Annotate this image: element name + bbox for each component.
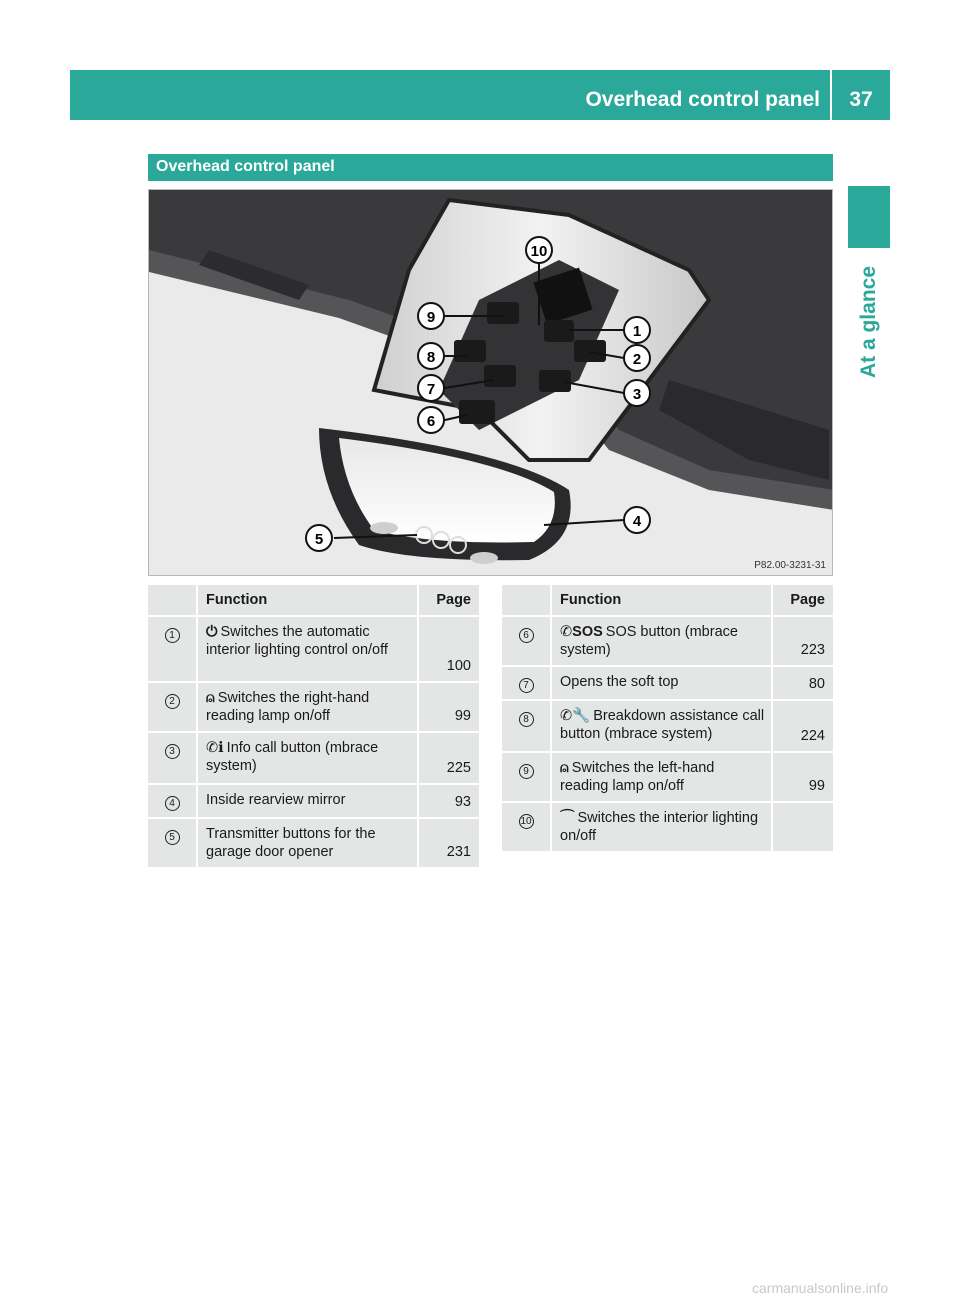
row-page <box>773 803 833 853</box>
svg-text:9: 9 <box>426 309 436 326</box>
section-title: Overhead control panel <box>156 158 335 175</box>
callout-1 <box>624 317 650 343</box>
chapter-tab-label: At a glance <box>857 265 880 379</box>
table-row <box>148 819 479 869</box>
table-row <box>148 617 479 683</box>
callout-7 <box>418 375 444 401</box>
row-function: ⍝ Switches the right-hand reading lamp on/off <box>198 683 419 733</box>
overhead-panel-illustration <box>148 189 833 576</box>
function-table-left <box>148 585 479 869</box>
callout-10 <box>526 237 552 263</box>
row-page: 100 <box>419 617 479 683</box>
svg-text:10: 10 <box>530 243 548 260</box>
row-number: 6 <box>502 617 552 667</box>
reading-lamp-icon: ⍝ <box>560 760 569 776</box>
row-number: 2 <box>148 683 198 733</box>
section-heading <box>148 154 833 181</box>
row-function: Opens the soft top <box>552 667 773 701</box>
row-function: Inside rearview mirror <box>198 785 419 819</box>
callout-5 <box>306 525 332 551</box>
interior-light-auto-off-icon: ⏻ <box>206 624 218 640</box>
header-title: Overhead control panel <box>585 88 820 111</box>
row-page: 80 <box>773 667 833 701</box>
row-function: Transmitter buttons for the garage door opener <box>198 819 419 869</box>
illustration-svg <box>149 190 833 576</box>
row-function: ✆SOS SOS button (mbrace system) <box>552 617 773 667</box>
row-page: 231 <box>419 819 479 869</box>
row-number: 10 <box>502 803 552 853</box>
col-page-header: Page <box>419 585 479 617</box>
breakdown-call-icon: ✆🔧 <box>560 708 591 724</box>
watermark: carmanualsonline.info <box>752 1280 889 1296</box>
col-num-header <box>502 585 552 617</box>
sos-call-icon: ✆SOS <box>560 624 603 640</box>
info-call-icon: ✆ℹ <box>206 740 224 756</box>
svg-text:4: 4 <box>632 513 642 530</box>
col-function-header: Function <box>198 585 419 617</box>
col-num-header <box>148 585 198 617</box>
svg-text:3: 3 <box>632 386 642 403</box>
table-header-row <box>502 585 833 617</box>
row-page: 99 <box>419 683 479 733</box>
svg-text:1: 1 <box>632 323 642 340</box>
chapter-tab-marker <box>848 186 890 248</box>
table-row <box>148 733 479 785</box>
callout-9 <box>418 303 444 329</box>
svg-text:6: 6 <box>426 413 436 430</box>
table-row <box>502 753 833 803</box>
row-number: 1 <box>148 617 198 683</box>
row-number: 3 <box>148 733 198 785</box>
callout-2 <box>624 345 650 371</box>
row-page: 223 <box>773 617 833 667</box>
svg-text:2: 2 <box>632 351 642 368</box>
table-row <box>148 785 479 819</box>
svg-text:8: 8 <box>426 349 436 366</box>
row-page: 224 <box>773 701 833 753</box>
row-number: 8 <box>502 701 552 753</box>
row-function: ✆ℹ Info call button (mbrace system) <box>198 733 419 785</box>
function-table-right <box>502 585 833 853</box>
col-page-header: Page <box>773 585 833 617</box>
table-row <box>148 683 479 733</box>
callout-3 <box>624 380 650 406</box>
table-header-row <box>148 585 479 617</box>
svg-text:7: 7 <box>426 381 436 398</box>
svg-text:5: 5 <box>314 531 324 548</box>
callout-8 <box>418 343 444 369</box>
col-function-header: Function <box>552 585 773 617</box>
row-number: 7 <box>502 667 552 701</box>
callout-6 <box>418 407 444 433</box>
row-function: ⌒ Switches the interior lighting on/off <box>552 803 773 853</box>
row-function: ⍝ Switches the left-hand reading lamp on/off <box>552 753 773 803</box>
figure-code: P82.00-3231-31 <box>754 560 826 571</box>
table-row <box>502 701 833 753</box>
row-number: 4 <box>148 785 198 819</box>
row-page: 225 <box>419 733 479 785</box>
table-row <box>502 667 833 701</box>
row-number: 9 <box>502 753 552 803</box>
row-page: 99 <box>773 753 833 803</box>
row-number: 5 <box>148 819 198 869</box>
reading-lamp-icon: ⍝ <box>206 690 215 706</box>
interior-light-icon: ⌒ <box>560 810 575 826</box>
page-number: 37 <box>849 88 873 111</box>
row-page: 93 <box>419 785 479 819</box>
table-row <box>502 617 833 667</box>
row-function: ⏻ Switches the automatic interior lighting control on/off <box>198 617 419 683</box>
table-row <box>502 803 833 853</box>
callout-4 <box>624 507 650 533</box>
page-header <box>70 70 890 120</box>
chapter-tab <box>855 252 883 392</box>
row-function: ✆🔧 Breakdown assistance call button (mbrace system) <box>552 701 773 753</box>
